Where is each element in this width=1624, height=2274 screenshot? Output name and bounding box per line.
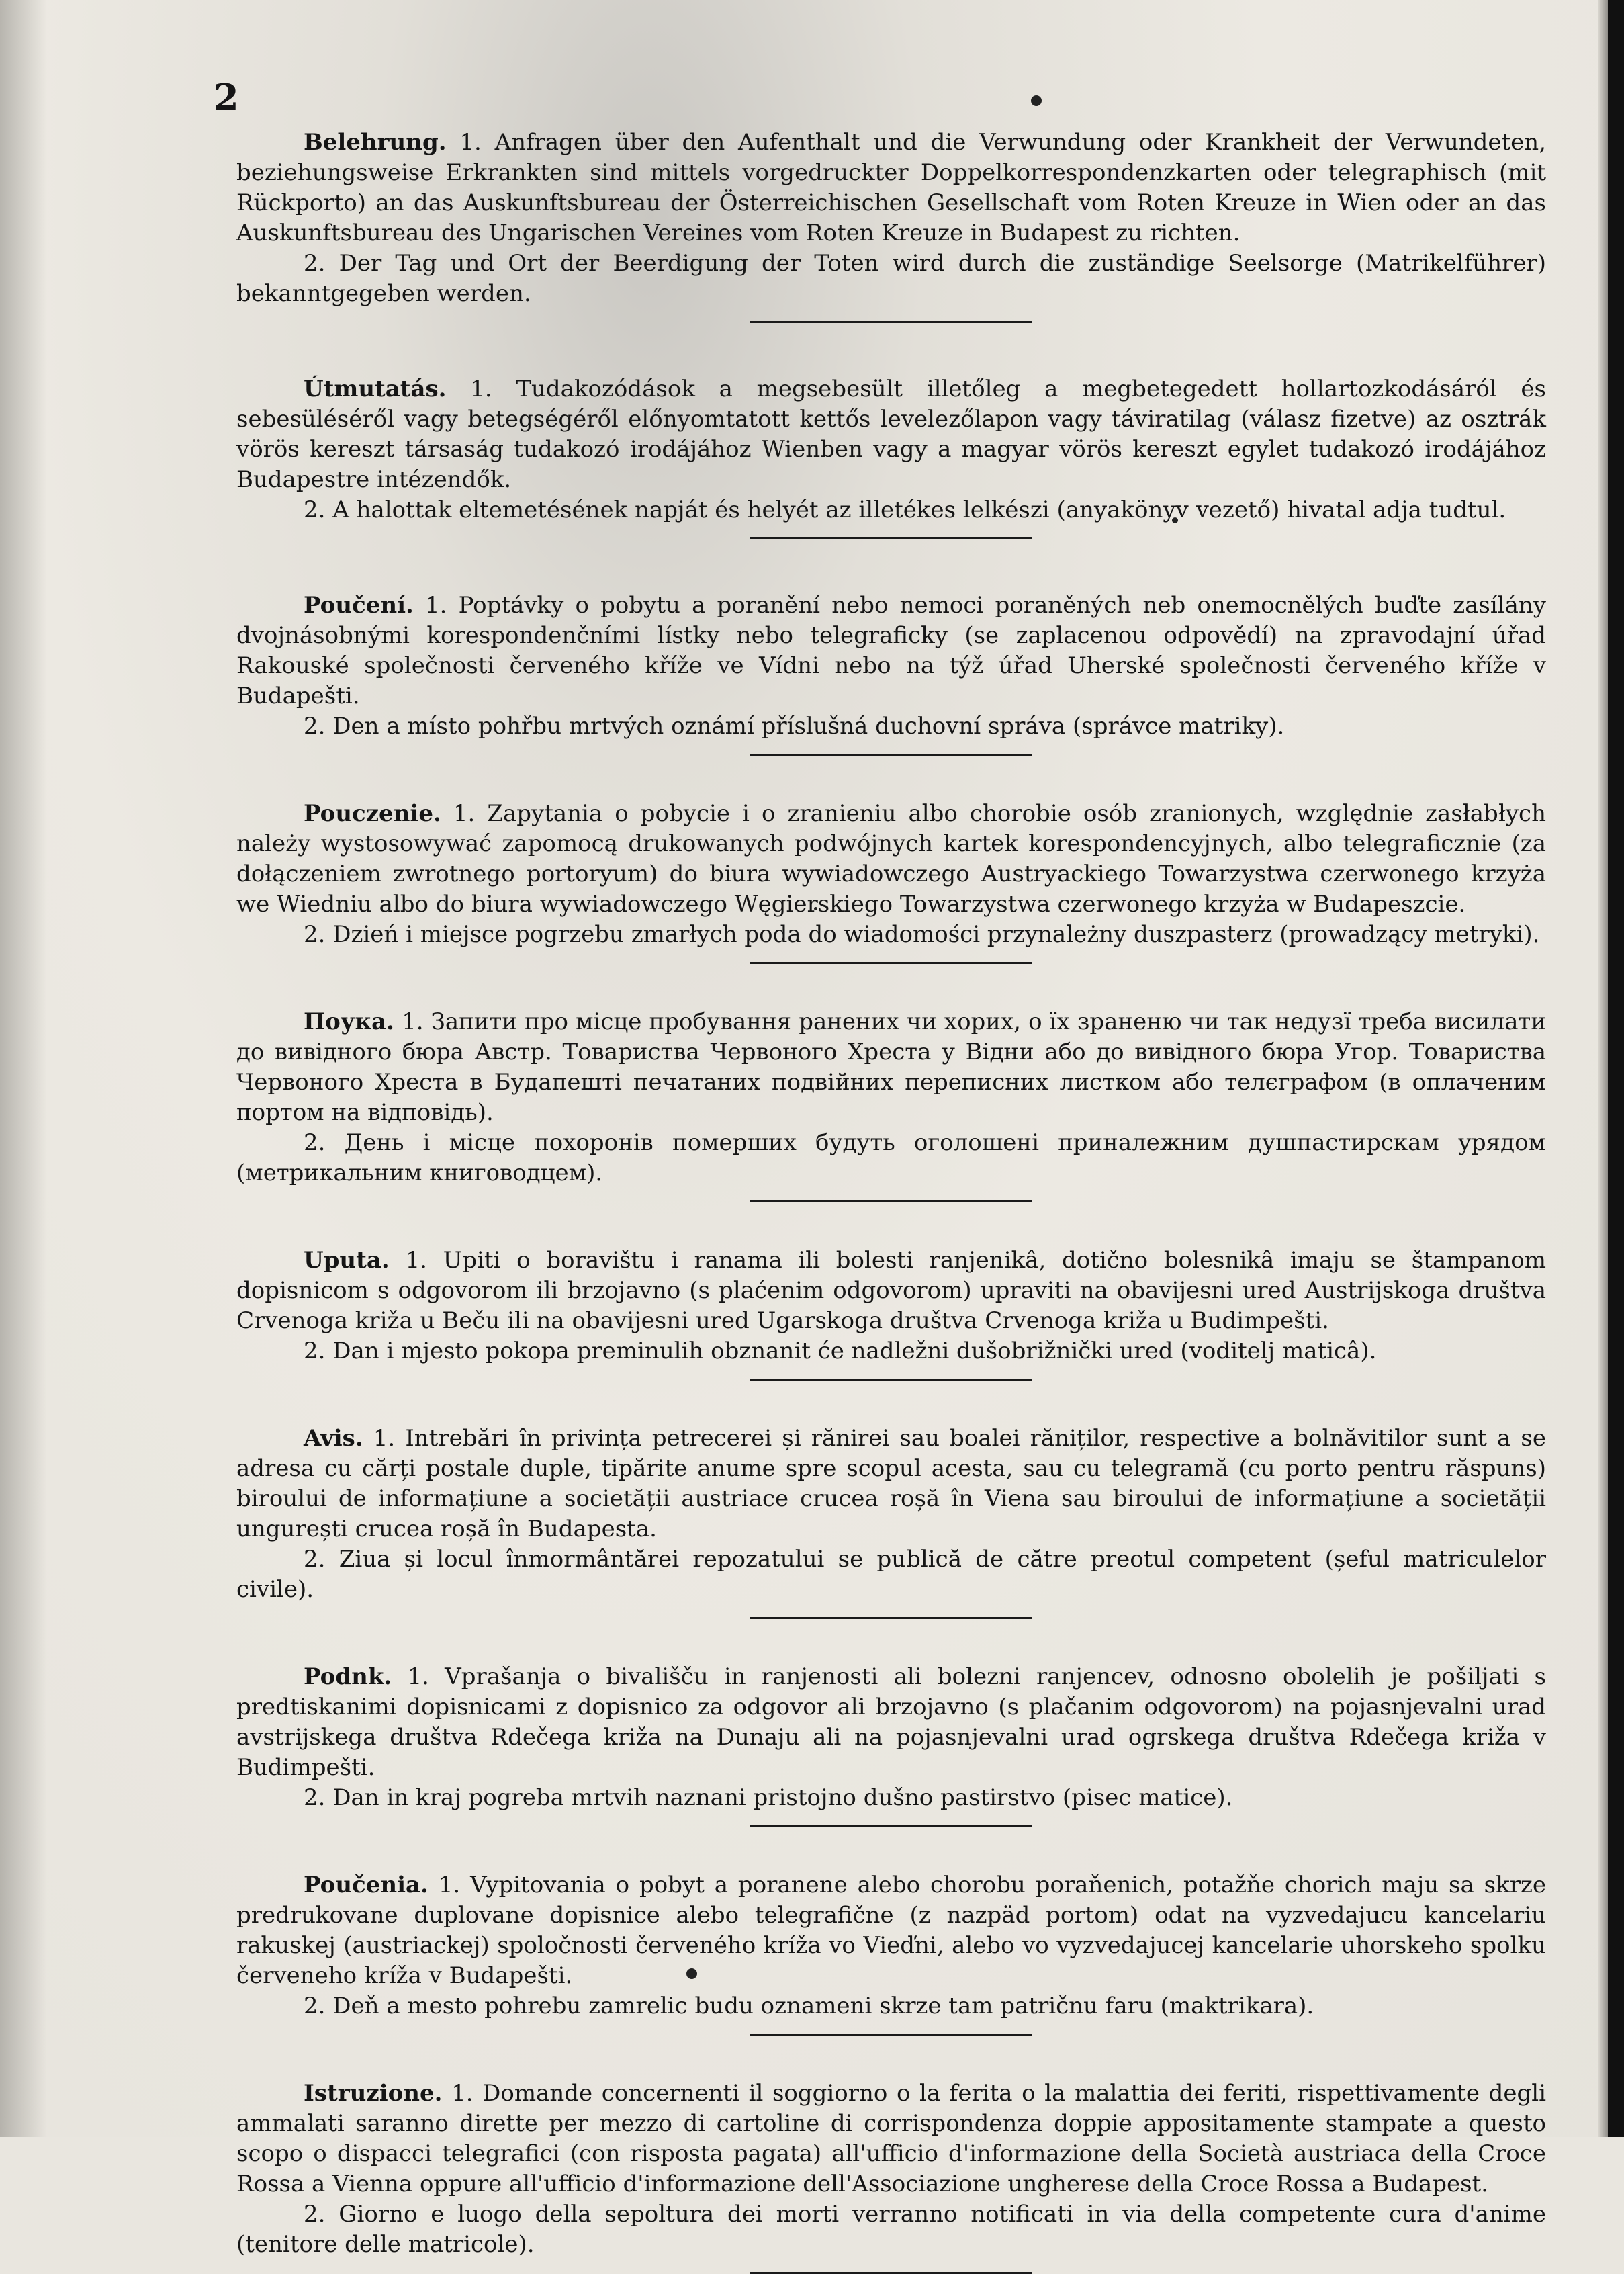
section-slovenian	[236, 1662, 1546, 1827]
section-german	[236, 128, 1546, 323]
paragraph	[236, 128, 1546, 249]
ink-speck	[1031, 95, 1042, 106]
paragraph	[236, 374, 1546, 495]
section-romanian	[236, 1424, 1546, 1619]
scan-edge-black	[1608, 0, 1624, 2137]
paragraph	[236, 2079, 1546, 2199]
paragraph: 2. Dzień i miejsce pogrzebu zmarłych poda do wiadomości przynależny duszpasterz (prowadzący metryki).	[304, 921, 1540, 948]
paragraph: 2. Den a místo pohřbu mrtvých oznámí příslušná duchovní správa (správce matriky).	[304, 713, 1285, 740]
paragraph-text: 1. Zapytania o pobycie i o zranieniu albo chorobie osób zranionych, względnie zasłabłych należy wystosowywać zapomocą drukowanych podwójnych kartek korespondencyjnych, albo telegraficznie (za dołączeniem zwrotnego portoryum) do biura wywiadowczego Austryackiego Towarzystwa czerwonego krzyża we Wiedniu albo do biura wywiadowczego Węgierskiego Towarzystwa czerwonego krzyża w Budapeszcie.	[236, 800, 1546, 918]
paragraph-text: 1. Intrebări în privința petrecerei și rănirei sau boalei răniților, respective a bolnăvitilor sunt a se adresa cu cărți postale duple, tipărite anume spre scopul acesta, sau cu telegramă (cu porto pentru răspuns) biroului de informațiune a societății austriace crucea roșă în Viena sau biroului de informațiune a societății ungurești crucea roșă în Budapesta.	[236, 1425, 1546, 1542]
section-heading: Poučení.	[304, 592, 414, 619]
paragraph: 2. Giorno e luogo della sepoltura dei morti verranno notificati in via della competente cura d'anime (tenitore delle matricole).	[236, 2201, 1546, 2258]
section-ukrainian	[236, 1007, 1546, 1202]
paragraph	[236, 1870, 1546, 1991]
section-slovak	[236, 1870, 1546, 2036]
paragraph-text: 1. Anfragen über den Aufenthalt und die Verwundung oder Krankheit der Verwundeten, beziehungsweise Erkrankten sind mittels vorgedruckter Doppelkorrespondenzkarten oder telegraphisch (mit Rückporto) an das Auskunftsbureau der Österreichischen Gesellschaft vom Roten Kreuze in Wien oder an das Auskunftsbureau des Ungarischen Vereines vom Roten Kreuze in Budapest zu richten.	[236, 129, 1547, 247]
section-heading: Uputa.	[304, 1247, 390, 1274]
paragraph-text: 1. Tudakozódások a megsebesült illetőleg a megbetegedett hollartozkodásáról és sebesüléséről vagy betegségéről előnyomtatott kettős levelezőlapon vagy táviratilag (válasz fizetve) az osztrák vörös kereszt társaság tudakozó irodájához Wienben vagy a magyar vörös kereszt egylet tudakozó irodájához Budapestre intézendők.	[236, 376, 1547, 493]
section-italian	[236, 2079, 1546, 2274]
paragraph	[236, 591, 1546, 711]
paragraph-text: 1. Vprašanja o bivališču in ranjenosti ali bolezni ranjencev, odnosno obolelih je pošiljati s predtiskanimi dopisnicami z dopisnico za odgovor ali brzojavno (s plačanim odgovorom) na pojasnjevalni urad avstrijskega društva Rdečega križa na Dunaju ali na pojasnjevalni urad ogrskega društva Rdečega križa v Budimpešti.	[236, 1663, 1546, 1781]
section-heading: Belehrung.	[304, 129, 447, 156]
paragraph	[236, 1245, 1546, 1336]
paragraph: 2. Der Tag und Ort der Beerdigung der Toten wird durch die zuständige Seelsorge (Matrikelführer) bekanntgegeben werden.	[236, 250, 1546, 307]
paragraph-text: 1. Poptávky o pobytu a poranění nebo nemoci poraněných neb onemocnělých buďte zasílány dvojnásobnými korespondenčními lístky nebo telegraficky (se zaplacenou odpovědí) na zpravodajní úřad Rakouské společnosti červeného kříže ve Vídni nebo na týž úřad Uherské společnosti červeného kříže v Budapešti.	[236, 592, 1546, 709]
section-heading: Poučenia.	[304, 1872, 428, 1898]
paragraph: 2. Dan in kraj pogreba mrtvih naznani pristojno dušno pastirstvo (pisec matice).	[304, 1784, 1233, 1811]
paragraph	[236, 799, 1546, 920]
paragraph: 2. Dan i mjesto pokopa preminulih obznanit će nadležni dušobrižnički ured (voditelj maticâ).	[304, 1338, 1377, 1364]
paragraph	[236, 1424, 1546, 1544]
paragraph: 2. День і місце похоронів померших будуть оголошені приналежним душпастирскам урядом (метрикальним книговодцем).	[236, 1129, 1546, 1186]
paragraph-text: 1. Vypitovania o pobyt a poranene alebo chorobu poraňenich, potažňe chorich maju sa skrze predrukovane duplovane dopisnice alebo telegrafične (z nazpäd portom) odat na vyzvedajucu kancelariu rakuskej (austriackej) spoločnosti červeného kríža vo Vieďni, alebo vo vyzvedajucej kancelarie uhorskeho spolku červeneho kríža v Budapešti.	[236, 1872, 1546, 1989]
section-heading: Avis.	[304, 1425, 363, 1452]
paragraph-text: 1. Запити про місце пробування ранених чи хорих, о їх зраненю чи так недузї треба висилати до вивідного бюра Австр. Товариства Червоного Хреста у Відни або до вивідного бюра Угор. Товариства Червоного Хреста в Будапешті печатаних подвійних переписних листком або телєграфом (в оплаченим портом на відповідь).	[236, 1008, 1546, 1126]
section-croatian	[236, 1245, 1546, 1381]
section-heading: Podnk.	[304, 1663, 392, 1690]
paragraph-text: 1. Upiti o boravištu i ranama ili bolesti ranjenikâ, dotično bolesnikâ imaju se štampanom dopisnicom s odgovorom ili brzojavno (s plaćenim odgovorom) upraviti na obavijesni ured Austrijskoga društva Crvenoga križa u Beču ili na obavijesni ured Ugarskoga društva Crvenoga križa u Budimpešti.	[236, 1247, 1547, 1334]
paragraph	[236, 1007, 1546, 1128]
paragraph: 2. Deň a mesto pohrebu zamrelic budu oznameni skrze tam patričnu faru (maktrikara).	[304, 1993, 1314, 2019]
paragraph	[236, 1662, 1546, 1783]
section-polish	[236, 799, 1546, 964]
page-number: 2	[214, 76, 239, 119]
section-heading: Útmutatás.	[304, 376, 447, 402]
document-body	[236, 128, 1546, 2274]
section-heading: Pouczenie.	[304, 800, 441, 827]
section-czech	[236, 591, 1546, 756]
section-hungarian	[236, 374, 1546, 539]
scan-shadow-left	[0, 0, 47, 2137]
paragraph-text: 1. Domande concernenti il soggiorno o la ferita o la malattia dei feriti, rispettivamente degli ammalati saranno dirette per mezzo di cartoline di corrispondenza doppie appositamente stampate a questo scopo o dispacci telegrafici (con risposta pagata) all'ufficio d'informazione della Società austriaca della Croce Rossa a Vienna oppure all'ufficio d'informazione dell'Associazione ungherese della Croce Rossa a Budapest.	[236, 2080, 1546, 2197]
section-heading: Istruzione.	[304, 2080, 443, 2107]
scan-edge-shading	[1598, 0, 1608, 2137]
section-heading: Поука.	[304, 1008, 394, 1035]
paragraph: 2. Ziua și locul înmormântărei repozatului se publică de către preotul competent (șeful matriculelor civile).	[236, 1546, 1546, 1603]
paragraph: 2. A halottak eltemetésének napját és helyét az illetékes lelkészi (anyakönyv vezető) hivatal adja tudtul.	[304, 496, 1506, 523]
